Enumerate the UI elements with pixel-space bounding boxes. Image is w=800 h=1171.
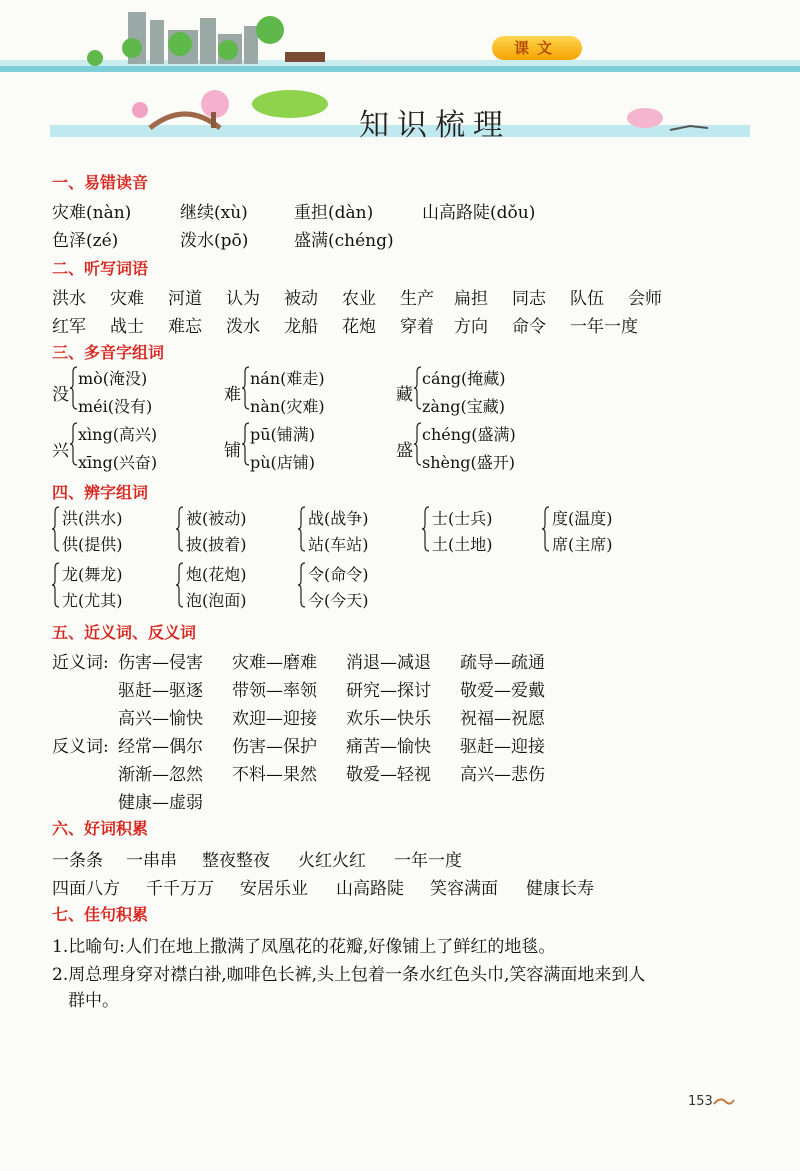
section-title-dictation: 二、听写词语 (52, 259, 149, 278)
char-pair-word: 战(战争) (308, 509, 369, 528)
antonym-label: 反义词: (52, 737, 109, 757)
polyphone-reading: pù(店铺) (250, 453, 316, 472)
brace-icon (414, 422, 422, 466)
lesson-tab: 课文 (492, 36, 582, 60)
header-banner (0, 0, 800, 150)
word-item: 笑容满面 (430, 879, 498, 899)
word-item: 龙船 (284, 317, 318, 337)
word-pair: 疏导—疏通 (460, 653, 545, 673)
section-title-polyphones: 三、多音字组词 (52, 343, 165, 362)
synonym-label: 近义词: (52, 653, 109, 673)
char-pair-word: 站(车站) (308, 535, 369, 554)
polyphone-char: 藏 (396, 385, 413, 405)
word-item: 红军 (52, 317, 86, 337)
char-pair (176, 506, 296, 556)
char-pair-word: 洪(洪水) (62, 509, 123, 528)
char-pair-word: 尤(尤其) (62, 591, 123, 610)
polyphone-char: 兴 (52, 441, 69, 461)
brace-icon (176, 562, 184, 608)
brace-icon (70, 366, 78, 410)
word-pair: 驱赶—迎接 (460, 737, 545, 757)
polyphone-item (396, 366, 576, 414)
char-pair (298, 506, 418, 556)
brace-icon (176, 506, 184, 552)
polyphone-item (52, 366, 222, 414)
word-item: 四面八方 (52, 879, 120, 899)
word-item: 色泽(zé) (52, 231, 119, 251)
word-item: 命令 (512, 317, 546, 337)
section-title-synonyms-antonyms: 五、近义词、反义词 (52, 623, 197, 642)
word-item: 整夜整夜 (202, 851, 270, 871)
sentence-2-continued: 群中。 (68, 991, 119, 1011)
word-item: 队伍 (570, 289, 604, 309)
polyphone-reading: nán(难走) (250, 369, 325, 388)
word-item: 盛满(chéng) (294, 231, 394, 251)
char-pair (298, 562, 418, 612)
word-item: 重担(dàn) (294, 203, 374, 223)
char-pair (52, 562, 172, 612)
sentence-1: 1.比喻句:人们在地上撒满了凤凰花的花瓣,好像铺上了鲜红的地毯。 (52, 937, 556, 957)
polyphone-reading: cáng(掩藏) (422, 369, 506, 388)
word-pair: 痛苦—愉快 (346, 737, 431, 757)
char-pair-word: 披(披着) (186, 535, 247, 554)
word-item: 灾难(nàn) (52, 203, 132, 223)
polyphone-item (52, 422, 222, 470)
word-pair: 伤害—侵害 (118, 653, 203, 673)
char-pair-word: 泡(泡面) (186, 591, 247, 610)
word-item: 方向 (454, 317, 488, 337)
polyphone-reading: xìng(高兴) (78, 425, 158, 444)
word-item: 山高路陡 (336, 879, 404, 899)
word-item: 被动 (284, 289, 318, 309)
section-title-pronunciation: 一、易错读音 (52, 173, 149, 192)
brace-icon (70, 422, 78, 466)
word-pair: 消退—减退 (346, 653, 431, 673)
section-title-char-distinction: 四、辨字组词 (52, 483, 149, 502)
polyphone-char: 盛 (396, 441, 413, 461)
polyphone-reading: méi(没有) (78, 397, 153, 416)
char-pair (176, 562, 296, 612)
word-item: 泼水 (226, 317, 260, 337)
polyphone-reading: mò(淹没) (78, 369, 148, 388)
sentence-2: 2.周总理身穿对襟白褂,咖啡色长裤,头上包着一条水红色头巾,笑容满面地来到人 (52, 965, 646, 985)
char-pair-word: 今(今天) (308, 591, 369, 610)
pronunciation-row-1 (52, 198, 752, 222)
section-title-good-sentences: 七、佳句积累 (52, 905, 149, 924)
char-pair-word: 被(被动) (186, 509, 247, 528)
word-pair: 带领—率领 (232, 681, 317, 701)
word-item: 灾难 (110, 289, 144, 309)
word-pair: 祝福—祝愿 (460, 709, 545, 729)
word-item: 扁担 (454, 289, 488, 309)
word-item: 健康长寿 (526, 879, 594, 899)
synonym-row (52, 648, 752, 672)
polyphone-reading: chéng(盛满) (422, 425, 516, 444)
word-item: 农业 (342, 289, 376, 309)
word-item: 认为 (226, 289, 260, 309)
char-pair-word: 供(提供) (62, 535, 123, 554)
word-item: 洪水 (52, 289, 86, 309)
synonym-row (52, 676, 752, 700)
char-pair-word: 龙(舞龙) (62, 565, 123, 584)
word-item: 会师 (628, 289, 662, 309)
word-pair: 不料—果然 (232, 765, 317, 785)
word-item: 穿着 (400, 317, 434, 337)
word-pair: 伤害—保护 (232, 737, 317, 757)
char-pair (542, 506, 662, 556)
char-pair-word: 土(土地) (432, 535, 493, 554)
page-number: 153 (688, 1094, 713, 1109)
pronunciation-row-2 (52, 226, 752, 250)
word-item: 千千万万 (146, 879, 214, 899)
char-pair-word: 士(士兵) (432, 509, 493, 528)
word-item: 一年一度 (570, 317, 638, 337)
word-item: 火红火红 (298, 851, 366, 871)
word-item: 泼水(pō) (180, 231, 249, 251)
char-pair-word: 令(命令) (308, 565, 369, 584)
word-item: 花炮 (342, 317, 376, 337)
brace-icon (242, 422, 250, 466)
polyphone-reading: xīng(兴奋) (78, 453, 158, 472)
word-item: 生产 (400, 289, 434, 309)
synonym-row (52, 704, 752, 728)
word-item: 同志 (512, 289, 546, 309)
good-words-row-1 (52, 846, 752, 870)
polyphone-reading: shèng(盛开) (422, 453, 516, 472)
word-item: 继续(xù) (180, 203, 248, 223)
page-title: 知识梳理 (359, 108, 511, 143)
word-pair: 高兴—愉快 (118, 709, 203, 729)
word-pair: 健康—虚弱 (118, 793, 203, 813)
brace-icon (542, 506, 550, 552)
polyphone-item (396, 422, 576, 470)
word-pair: 敬爱—轻视 (346, 765, 431, 785)
word-item: 战士 (110, 317, 144, 337)
word-pair: 渐渐—忽然 (118, 765, 203, 785)
word-item: 一条条 (52, 851, 103, 871)
brace-icon (298, 506, 306, 552)
word-pair: 经常—偶尔 (118, 737, 203, 757)
word-pair: 欢迎—迎接 (232, 709, 317, 729)
word-pair: 高兴—悲伤 (460, 765, 545, 785)
word-pair: 驱赶—驱逐 (118, 681, 203, 701)
antonym-row (52, 732, 752, 756)
word-item: 河道 (168, 289, 202, 309)
word-item: 安居乐业 (240, 879, 308, 899)
brace-icon (414, 366, 422, 410)
polyphone-char: 难 (224, 385, 241, 405)
polyphone-reading: nàn(灾难) (250, 397, 325, 416)
char-pair-word: 炮(花炮) (186, 565, 247, 584)
char-pair-word: 度(温度) (552, 509, 613, 528)
polyphone-item (224, 422, 394, 470)
polyphone-char: 没 (52, 385, 69, 405)
brace-icon (242, 366, 250, 410)
word-pair: 灾难—磨难 (232, 653, 317, 673)
char-pair (422, 506, 542, 556)
brace-icon (52, 506, 60, 552)
word-item: 山高路陡(dǒu) (422, 203, 536, 223)
brace-icon (298, 562, 306, 608)
word-item: 难忘 (168, 317, 202, 337)
word-pair: 研究—探讨 (346, 681, 431, 701)
brace-icon (422, 506, 430, 552)
polyphone-reading: zàng(宝藏) (422, 397, 506, 416)
word-pair: 敬爱—爱戴 (460, 681, 545, 701)
word-item: 一串串 (126, 851, 177, 871)
antonym-row (52, 788, 752, 812)
word-pair: 欢乐—快乐 (346, 709, 431, 729)
polyphone-char: 铺 (224, 441, 241, 461)
word-item: 一年一度 (394, 851, 462, 871)
polyphone-item (224, 366, 394, 414)
dictation-row-1 (52, 284, 752, 308)
char-pair-word: 席(主席) (552, 535, 613, 554)
polyphone-reading: pū(铺满) (250, 425, 316, 444)
section-title-good-words: 六、好词积累 (52, 819, 149, 838)
good-words-row-2 (52, 874, 752, 898)
dictation-row-2 (52, 312, 752, 336)
brace-icon (52, 562, 60, 608)
antonym-row (52, 760, 752, 784)
page-ornament-icon (712, 1094, 738, 1110)
char-pair (52, 506, 172, 556)
